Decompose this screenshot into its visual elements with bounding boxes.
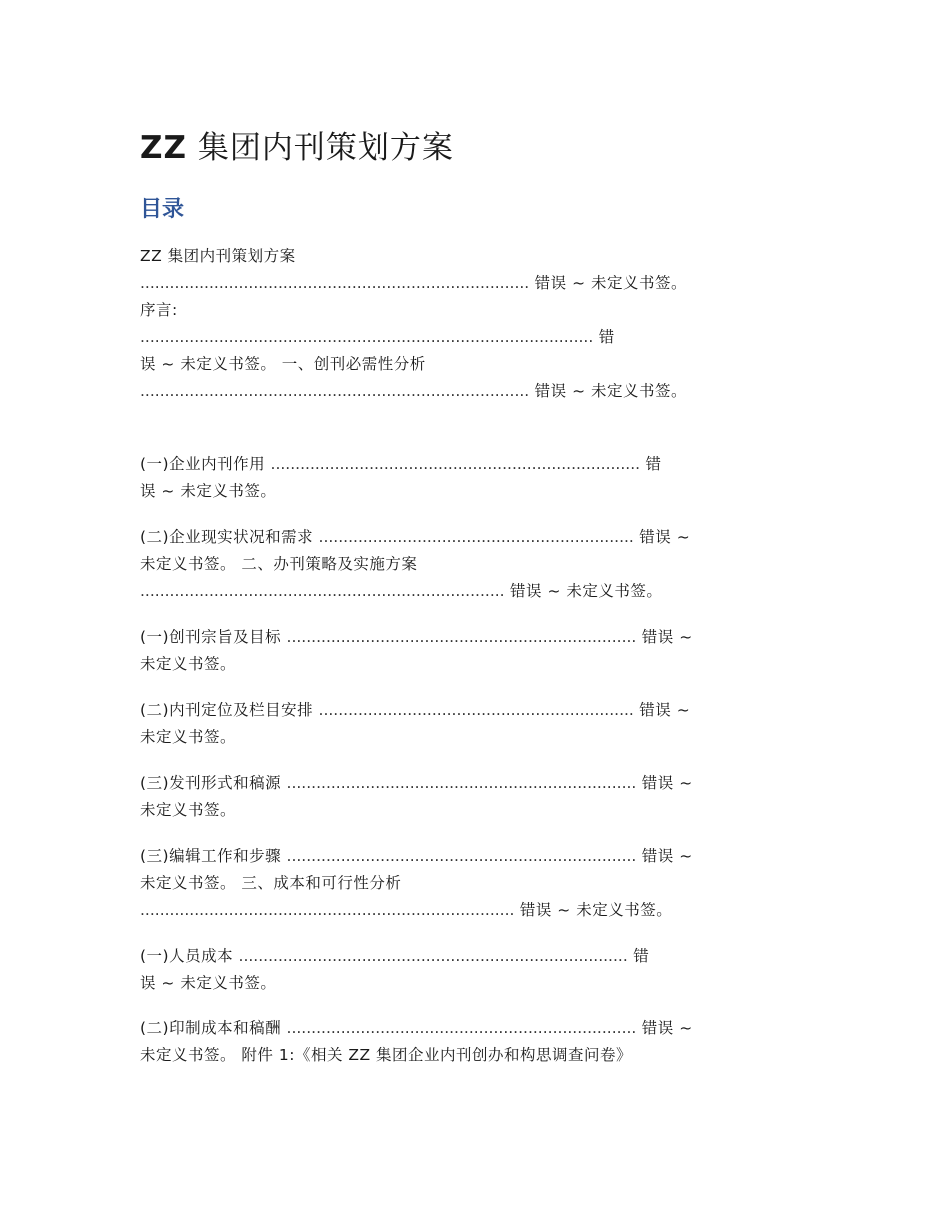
toc-entry[interactable] [140, 873, 401, 893]
toc-entry[interactable] [140, 1018, 693, 1038]
toc-entry[interactable] [140, 700, 690, 720]
toc-leader-dots: ........................................................................... [270, 455, 641, 473]
toc-entry-text: (一)人员成本 [140, 947, 239, 965]
title-prefix: ZZ [140, 130, 187, 166]
toc-entry-text: (二)内刊定位及栏目安排 [140, 701, 319, 719]
toc-entry[interactable] [140, 800, 236, 820]
toc-leader-dots: ....................................................................... [286, 847, 637, 865]
toc-entry-text: (二)企业现实状况和需求 [140, 528, 319, 546]
toc-entry[interactable] [140, 1045, 632, 1065]
toc-page-ref: 错误 ~ [636, 774, 693, 792]
toc-entry[interactable] [140, 273, 687, 293]
document-title [140, 122, 454, 167]
toc-entry[interactable] [140, 454, 662, 474]
toc-entry[interactable] [140, 527, 690, 547]
toc-entry-text: ZZ 集团内刊策划方案 [140, 247, 296, 265]
toc-entry-text: (二)印制成本和稿酬 [140, 1019, 287, 1037]
toc-page-ref: 错误 ~ 未定义书签。 [514, 901, 673, 919]
toc-page-ref: 错 [640, 455, 662, 473]
toc-leader-dots: ....................................................................... [286, 628, 637, 646]
toc-entry[interactable] [140, 627, 693, 647]
toc-entry[interactable] [140, 300, 178, 320]
toc-page-ref: 错 [627, 947, 650, 965]
toc-entry[interactable] [140, 654, 236, 674]
toc-entry[interactable] [140, 554, 417, 574]
toc-entry-text: (三)编辑工作和步骤 [140, 847, 287, 865]
toc-entry-text: 未定义书签。 二、办刊策略及实施方案 [140, 555, 418, 573]
toc-entry-text: 未定义书签。 [140, 728, 237, 746]
toc-page-ref: 错误 ~ 未定义书签。 [529, 274, 688, 292]
toc-entry[interactable] [140, 381, 687, 401]
toc-entry[interactable] [140, 900, 672, 920]
toc-entry[interactable] [140, 327, 615, 347]
toc-entry[interactable] [140, 946, 649, 966]
toc-entry[interactable] [140, 973, 276, 993]
toc-entry-text: 误 ~ 未定义书签。 一、创刊必需性分析 [140, 355, 426, 373]
toc-leader-dots: ....................................................................... [286, 1019, 637, 1037]
toc-entry-text: 未定义书签。 [140, 655, 237, 673]
toc-leader-dots: ............................................................................... [238, 947, 628, 965]
toc-leader-dots: ................................................................ [318, 701, 634, 719]
toc-entry[interactable] [140, 846, 693, 866]
toc-leader-dots: ....................................................................... [286, 774, 637, 792]
toc-page-ref: 错误 ~ [636, 1019, 693, 1037]
toc-page-ref: 错误 ~ [636, 847, 693, 865]
toc-leader-dots: ............................................................................... [140, 274, 530, 292]
toc-page-ref: 错误 ~ 未定义书签。 [529, 382, 688, 400]
toc-page-ref: 错误 ~ 未定义书签。 [504, 582, 663, 600]
toc-entry[interactable] [140, 727, 236, 747]
toc-leader-dots: ................................................................ [318, 528, 634, 546]
toc-entry-text: 误 ~ 未定义书签。 [140, 482, 277, 500]
toc-entry-text: 序言: [140, 301, 178, 319]
toc-entry[interactable] [140, 773, 693, 793]
title-rest: 集团内刊策划方案 [186, 130, 454, 166]
toc-page-ref: 错误 ~ [633, 528, 691, 546]
toc-entry-text: (三)发刊形式和稿源 [140, 774, 287, 792]
toc-page-ref: 错误 ~ [633, 701, 691, 719]
toc-entry-text: 误 ~ 未定义书签。 [140, 974, 277, 992]
toc-entry[interactable] [140, 246, 296, 266]
toc-leader-dots: ............................................................................................ [140, 328, 594, 346]
toc-leader-dots: ............................................................................ [140, 901, 515, 919]
toc-page-ref: 错误 ~ [636, 628, 693, 646]
toc-heading: 目录 [140, 197, 185, 222]
toc-entry[interactable] [140, 481, 276, 501]
toc-entry[interactable] [140, 581, 662, 601]
toc-leader-dots: .......................................................................... [140, 582, 505, 600]
toc-page-ref: 错 [593, 328, 615, 346]
toc-leader-dots: ............................................................................... [140, 382, 530, 400]
toc-entry-text: (一)企业内刊作用 [140, 455, 271, 473]
toc-entry-text: (一)创刊宗旨及目标 [140, 628, 287, 646]
toc-entry-text: 未定义书签。 附件 1:《相关 ZZ 集团企业内刊创办和构思调查问卷》 [140, 1046, 633, 1064]
toc-entry-text: 未定义书签。 三、成本和可行性分析 [140, 874, 402, 892]
toc-entry[interactable] [140, 354, 426, 374]
toc-entry-text: 未定义书签。 [140, 801, 237, 819]
